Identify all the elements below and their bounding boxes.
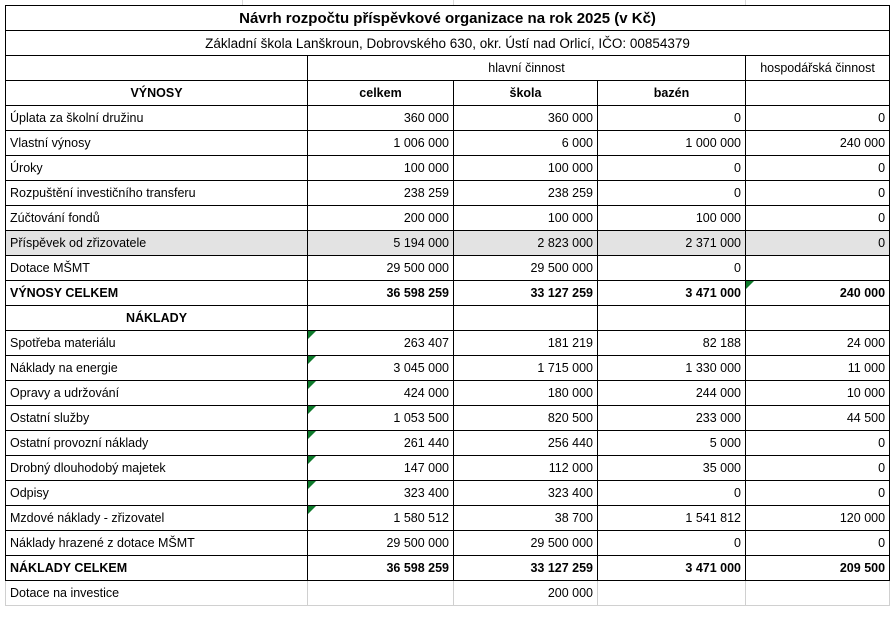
column-header-skola: škola — [454, 81, 598, 106]
budget-table — [5, 5, 890, 581]
cell-hospodarska: 0 — [746, 431, 890, 456]
cell-bazen: 3 471 000 — [598, 281, 746, 306]
cell-hospodarska — [746, 256, 890, 281]
costs-total-row — [6, 556, 890, 581]
cell-bazen: 2 371 000 — [598, 231, 746, 256]
row-label: VÝNOSY CELKEM — [6, 281, 308, 306]
cell-bazen: 1 541 812 — [598, 506, 746, 531]
cell-skola: 238 259 — [454, 181, 598, 206]
cell-hospodarska: 0 — [746, 531, 890, 556]
cell-skola: 38 700 — [454, 506, 598, 531]
cell-celkem: 36 598 259 — [308, 281, 454, 306]
cell-hospodarska: 209 500 — [746, 556, 890, 581]
cell-hospodarska: 0 — [746, 231, 890, 256]
cell-hospodarska: 0 — [746, 481, 890, 506]
cell-hospodarska: 0 — [746, 456, 890, 481]
table-row — [6, 106, 890, 131]
row-label: Úroky — [6, 156, 308, 181]
table-row — [6, 206, 890, 231]
row-label: Mzdové náklady - zřizovatel — [6, 506, 308, 531]
row-label: Dotace MŠMT — [6, 256, 308, 281]
row-label: NÁKLADY CELKEM — [6, 556, 308, 581]
cell-celkem: 3 045 000 — [308, 356, 454, 381]
row-label: Úplata za školní družinu — [6, 106, 308, 131]
row-label: Rozpuštění investičního transferu — [6, 181, 308, 206]
cell-skola: 256 440 — [454, 431, 598, 456]
cell-celkem: 261 440 — [308, 431, 454, 456]
cell-bazen: 1 330 000 — [598, 356, 746, 381]
cell-skola: 33 127 259 — [454, 556, 598, 581]
table-row — [6, 156, 890, 181]
table-row — [6, 531, 890, 556]
cell-celkem: 1 053 500 — [308, 406, 454, 431]
table-row — [6, 256, 890, 281]
header-main-activity: hlavní činnost — [308, 56, 746, 81]
cell-hospodarska: 10 000 — [746, 381, 890, 406]
cell-bazen: 0 — [598, 106, 746, 131]
cell-bazen: 0 — [598, 481, 746, 506]
row-label: Vlastní výnosy — [6, 131, 308, 156]
section-header-hospodarska — [746, 306, 890, 331]
row-label: Spotřeba materiálu — [6, 331, 308, 356]
cell-hospodarska: 240 000 — [746, 281, 890, 306]
cell-skola: 1 715 000 — [454, 356, 598, 381]
row-label: Příspěvek od zřizovatele — [6, 231, 308, 256]
group-header-row — [6, 56, 890, 81]
cell-celkem: 100 000 — [308, 156, 454, 181]
table-row — [6, 356, 890, 381]
cell-bazen — [598, 581, 746, 606]
row-label: Drobný dlouhodobý majetek — [6, 456, 308, 481]
table-row — [6, 406, 890, 431]
cell-celkem: 200 000 — [308, 206, 454, 231]
cell-hospodarska: 0 — [746, 106, 890, 131]
subtitle-row — [6, 31, 890, 56]
title-row — [6, 6, 890, 31]
cell-skola: 112 000 — [454, 456, 598, 481]
row-label: Zúčtování fondů — [6, 206, 308, 231]
cell-bazen: 233 000 — [598, 406, 746, 431]
table-row — [6, 456, 890, 481]
costs-section-header-row — [6, 306, 890, 331]
cell-skola: 200 000 — [454, 581, 598, 606]
cell-bazen: 82 188 — [598, 331, 746, 356]
cell-hospodarska: 0 — [746, 156, 890, 181]
cell-skola: 100 000 — [454, 206, 598, 231]
cell-skola: 181 219 — [454, 331, 598, 356]
cell-bazen: 244 000 — [598, 381, 746, 406]
cell-skola: 323 400 — [454, 481, 598, 506]
row-label: Náklady hrazené z dotace MŠMT — [6, 531, 308, 556]
header-economic-activity: hospodářská činnost — [746, 56, 890, 81]
header-corner-blank — [6, 56, 308, 81]
column-header-bazen: bazén — [598, 81, 746, 106]
cell-celkem: 1 006 000 — [308, 131, 454, 156]
row-label: Ostatní provozní náklady — [6, 431, 308, 456]
cell-hospodarska: 120 000 — [746, 506, 890, 531]
organization-subtitle: Základní škola Lanškroun, Dobrovského 630, okr. Ústí nad Orlicí, IČO: 00854379 — [6, 31, 890, 56]
investment-subsidy-table — [5, 581, 890, 606]
column-header-revenues: VÝNOSY — [6, 81, 308, 106]
section-header-skola — [454, 306, 598, 331]
cell-hospodarska — [746, 581, 890, 606]
cell-bazen: 3 471 000 — [598, 556, 746, 581]
cell-hospodarska: 0 — [746, 181, 890, 206]
cell-hospodarska: 11 000 — [746, 356, 890, 381]
table-row — [6, 231, 890, 256]
cell-celkem: 147 000 — [308, 456, 454, 481]
cell-celkem: 29 500 000 — [308, 256, 454, 281]
table-row — [6, 381, 890, 406]
revenues-total-row — [6, 281, 890, 306]
cell-skola: 360 000 — [454, 106, 598, 131]
cell-hospodarska: 44 500 — [746, 406, 890, 431]
cell-bazen: 35 000 — [598, 456, 746, 481]
cell-celkem: 1 580 512 — [308, 506, 454, 531]
table-row — [6, 131, 890, 156]
cell-celkem: 238 259 — [308, 181, 454, 206]
table-row — [6, 331, 890, 356]
table-row — [6, 431, 890, 456]
cell-celkem: 5 194 000 — [308, 231, 454, 256]
cell-hospodarska: 240 000 — [746, 131, 890, 156]
row-label: Opravy a udržování — [6, 381, 308, 406]
cell-hospodarska: 0 — [746, 206, 890, 231]
column-header-row — [6, 81, 890, 106]
cell-celkem: 323 400 — [308, 481, 454, 506]
column-header-celkem: celkem — [308, 81, 454, 106]
section-header-costs: NÁKLADY — [6, 306, 308, 331]
section-header-bazen — [598, 306, 746, 331]
cell-bazen: 0 — [598, 531, 746, 556]
cell-bazen: 5 000 — [598, 431, 746, 456]
cell-skola: 820 500 — [454, 406, 598, 431]
cell-skola: 180 000 — [454, 381, 598, 406]
page-title: Návrh rozpočtu příspěvkové organizace na rok 2025 (v Kč) — [6, 6, 890, 31]
cell-celkem: 424 000 — [308, 381, 454, 406]
cell-skola: 2 823 000 — [454, 231, 598, 256]
cell-bazen: 1 000 000 — [598, 131, 746, 156]
cell-celkem: 360 000 — [308, 106, 454, 131]
row-label: Odpisy — [6, 481, 308, 506]
cell-celkem: 263 407 — [308, 331, 454, 356]
row-label: Ostatní služby — [6, 406, 308, 431]
section-header-celkem — [308, 306, 454, 331]
cell-skola: 29 500 000 — [454, 531, 598, 556]
table-row — [6, 581, 890, 606]
cell-bazen: 0 — [598, 156, 746, 181]
column-header-hospodarska — [746, 81, 890, 106]
cell-celkem: 29 500 000 — [308, 531, 454, 556]
cell-hospodarska: 24 000 — [746, 331, 890, 356]
row-label: Náklady na energie — [6, 356, 308, 381]
cell-celkem: 36 598 259 — [308, 556, 454, 581]
cell-skola: 100 000 — [454, 156, 598, 181]
cell-skola: 29 500 000 — [454, 256, 598, 281]
cell-celkem — [308, 581, 454, 606]
row-label: Dotace na investice — [6, 581, 308, 606]
budget-sheet — [5, 5, 889, 606]
cell-skola: 6 000 — [454, 131, 598, 156]
cell-bazen: 0 — [598, 256, 746, 281]
cell-bazen: 0 — [598, 181, 746, 206]
table-row — [6, 481, 890, 506]
cell-bazen: 100 000 — [598, 206, 746, 231]
table-row — [6, 181, 890, 206]
cell-skola: 33 127 259 — [454, 281, 598, 306]
table-row — [6, 506, 890, 531]
